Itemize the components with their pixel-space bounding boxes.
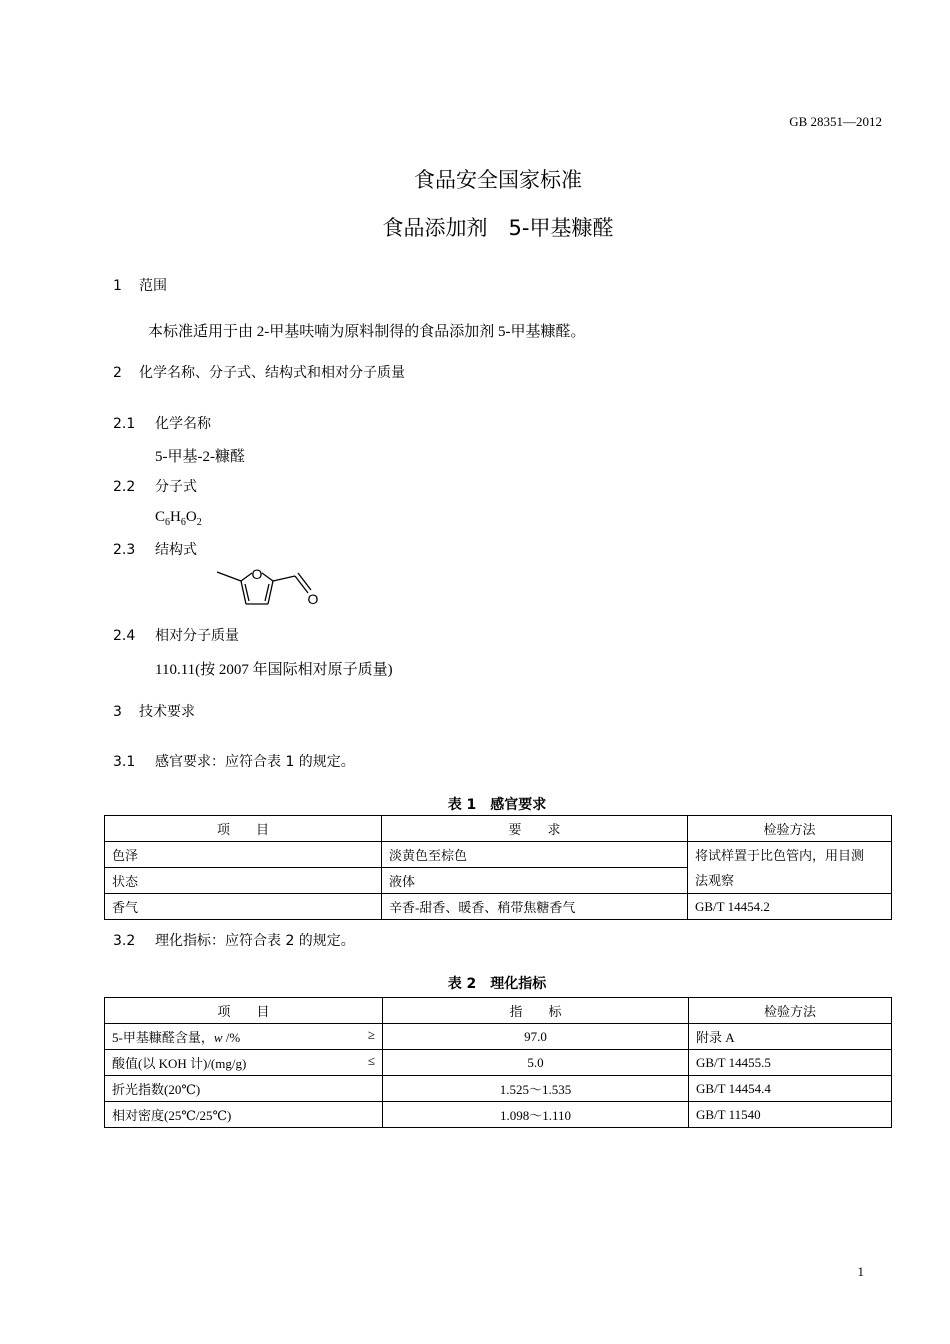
- header-method: 检验方法: [689, 998, 892, 1024]
- table-1-caption: 表 1 感官要求: [447, 797, 547, 813]
- ring-bond-c-o: [241, 573, 252, 581]
- table-row: [105, 1050, 892, 1076]
- methyl-bond: [217, 572, 241, 581]
- section-2-3-heading: 2.3 结构式: [113, 542, 197, 558]
- cell-method: GB/T 14455.5: [689, 1050, 892, 1076]
- cell-requirement: 液体: [382, 868, 688, 894]
- cell-value: 5.0: [383, 1050, 689, 1076]
- table-row: [105, 1076, 892, 1102]
- section-1-heading: 1 范围: [113, 278, 167, 294]
- section-3-heading: 3 技术要求: [113, 704, 195, 720]
- header-requirement: 要 求: [382, 816, 688, 842]
- section-3-2-heading: 3.2 理化指标：应符合表 2 的规定。: [113, 933, 355, 949]
- table-row: [105, 1102, 892, 1128]
- section-2-heading: 2 化学名称、分子式、结构式和相对分子质量: [113, 365, 405, 381]
- page-number: 1: [857, 1264, 864, 1279]
- table-header-row: [105, 998, 892, 1024]
- cell-item: 状态: [105, 868, 382, 894]
- cell-method: GB/T 14454.4: [689, 1076, 892, 1102]
- cell-item: 相对密度(25℃/25℃): [105, 1102, 383, 1128]
- table-1: [104, 815, 892, 920]
- ring-oxygen-label: O: [251, 566, 263, 582]
- table-2: [104, 997, 892, 1128]
- section-2-1-heading: 2.1 化学名称: [113, 416, 211, 432]
- table-2-caption: 表 2 理化指标: [447, 976, 547, 992]
- standard-number: GB 28351—2012: [789, 114, 882, 129]
- table-row: [105, 842, 892, 868]
- section-2-2-heading: 2.2 分子式: [113, 479, 197, 495]
- table-header-row: [105, 816, 892, 842]
- cell-method: 附录 A: [689, 1024, 892, 1050]
- cell-item: 香气: [105, 894, 382, 920]
- header-index: 指 标: [383, 998, 689, 1024]
- molecular-formula: $C_6H_6O_2$: [155, 509, 202, 528]
- cell-requirement: 淡黄色至棕色: [382, 842, 688, 868]
- cell-requirement: 辛香-甜香、暖香、稍带焦糖香气: [382, 894, 688, 920]
- aldehyde-bond: [273, 576, 295, 581]
- chemical-name: 5-甲基-2-糠醛: [155, 449, 245, 465]
- document-subtitle: 食品添加剂 5-甲基糠醛: [382, 216, 614, 240]
- section-3-1-heading: 3.1 感官要求：应符合表 1 的规定。: [113, 754, 355, 770]
- cell-item: 酸值(以 KOH 计)/(mg/g) ≤: [105, 1050, 383, 1076]
- header-method: 检验方法: [688, 816, 892, 842]
- cell-item: 折光指数(20℃): [105, 1076, 383, 1102]
- condition-symbol: ≥: [367, 1027, 375, 1042]
- section-2-4-heading: 2.4 相对分子质量: [113, 628, 239, 644]
- carbonyl-oxygen-label: O: [307, 591, 319, 607]
- cell-method: GB/T 14454.2: [688, 894, 892, 920]
- ring-double-bond-inner: [265, 584, 269, 601]
- cell-method: GB/T 11540: [689, 1102, 892, 1128]
- cell-method-merged: 将试样置于比色管内，用目测 法观察: [688, 842, 892, 894]
- document-title: 食品安全国家标准: [414, 168, 582, 192]
- cell-value: 1.525～1.535: [383, 1076, 689, 1102]
- relative-molecular-mass: 110.11(按 2007 年国际相对原子质量): [155, 662, 393, 678]
- condition-symbol: ≤: [367, 1053, 375, 1068]
- cell-value: 1.098～1.110: [383, 1102, 689, 1128]
- section-1-text: 本标准适用于由 2-甲基呋喃为原料制得的食品添加剂 5-甲基糠醛。: [148, 324, 586, 340]
- cell-item: 5-甲基糠醛含量，w /% ≥: [105, 1024, 383, 1050]
- header-item: 项 目: [105, 998, 383, 1024]
- ring-double-bond-inner-2: [245, 584, 249, 601]
- ring-bond-o-c: [262, 573, 273, 581]
- cell-item: 色泽: [105, 842, 382, 868]
- header-item: 项 目: [105, 816, 382, 842]
- table-row: [105, 1024, 892, 1050]
- structural-formula: [210, 560, 330, 612]
- table-row: [105, 894, 892, 920]
- cell-value: 97.0: [383, 1024, 689, 1050]
